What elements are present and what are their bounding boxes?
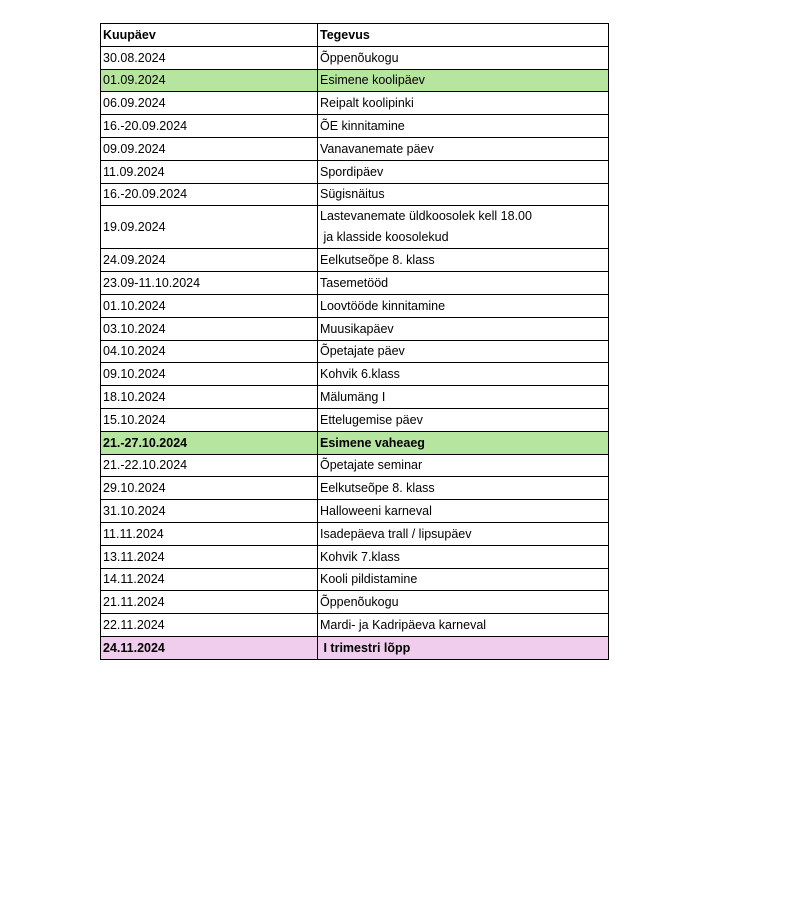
activity-cell[interactable]: Ettelugemise päev [318,408,609,431]
date-cell[interactable]: 01.10.2024 [101,294,318,317]
activity-cell[interactable]: Kohvik 7.klass [318,545,609,568]
table-row [101,522,609,545]
activity-cell[interactable]: Reipalt koolipinki [318,92,609,115]
activity-cell[interactable]: Mälumäng I [318,386,609,409]
table-row [101,69,609,92]
table-row [101,92,609,115]
date-cell[interactable]: 13.11.2024 [101,545,318,568]
activity-cell[interactable]: Loovtööde kinnitamine [318,294,609,317]
date-cell[interactable]: 04.10.2024 [101,340,318,363]
activity-line: Lastevanemate üldkoosolek kell 18.00 [320,209,532,224]
activity-cell[interactable]: Kohvik 6.klass [318,363,609,386]
date-cell[interactable]: 18.10.2024 [101,386,318,409]
table-row [101,317,609,340]
activity-cell[interactable]: Halloweeni karneval [318,500,609,523]
date-cell[interactable]: 24.09.2024 [101,249,318,272]
activity-line: ja klasside koosolekud [320,230,449,245]
date-cell[interactable]: 09.10.2024 [101,363,318,386]
header-row [101,24,609,47]
table-row [101,454,609,477]
table-row [101,272,609,295]
table-row [101,183,609,206]
activity-cell[interactable]: Tasemetööd [318,272,609,295]
activity-cell[interactable]: Õppenõukogu [318,591,609,614]
table-row [101,568,609,591]
table-row [101,160,609,183]
header-date[interactable]: Kuupäev [101,24,318,47]
date-cell[interactable]: 24.11.2024 [101,636,318,659]
date-cell[interactable]: 15.10.2024 [101,408,318,431]
activity-cell[interactable]: Eelkutseõpe 8. klass [318,477,609,500]
table-row [101,137,609,160]
activity-cell[interactable]: Mardi- ja Kadripäeva karneval [318,614,609,637]
table-row [101,363,609,386]
table-row [101,294,609,317]
activity-cell[interactable]: Esimene koolipäev [318,69,609,92]
table-row [101,115,609,138]
date-cell[interactable]: 29.10.2024 [101,477,318,500]
activity-cell[interactable]: Õppenõukogu [318,46,609,69]
table-row [101,408,609,431]
activity-cell[interactable]: Eelkutseõpe 8. klass [318,249,609,272]
table-row [101,431,609,454]
table-row [101,386,609,409]
date-cell[interactable]: 14.11.2024 [101,568,318,591]
date-cell[interactable]: 31.10.2024 [101,500,318,523]
table-row [101,545,609,568]
activity-cell[interactable]: I trimestri lõpp [318,636,609,659]
date-cell[interactable]: 09.09.2024 [101,137,318,160]
date-cell[interactable]: 11.09.2024 [101,160,318,183]
schedule-table [100,23,609,660]
date-cell[interactable]: 21.-27.10.2024 [101,431,318,454]
date-cell[interactable]: 11.11.2024 [101,522,318,545]
table-row [101,614,609,637]
activity-cell[interactable]: Õpetajate päev [318,340,609,363]
date-cell[interactable]: 03.10.2024 [101,317,318,340]
date-cell[interactable]: 16.-20.09.2024 [101,115,318,138]
date-cell[interactable]: 01.09.2024 [101,69,318,92]
table-row [101,340,609,363]
table-row [101,249,609,272]
activity-cell[interactable]: Muusikapäev [318,317,609,340]
activity-cell[interactable]: Kooli pildistamine [318,568,609,591]
schedule-table-body [101,24,609,660]
table-row [101,46,609,69]
date-cell[interactable]: 23.09-11.10.2024 [101,272,318,295]
date-cell[interactable]: 21.-22.10.2024 [101,454,318,477]
activity-cell[interactable]: Vanavanemate päev [318,137,609,160]
header-activity[interactable]: Tegevus [318,24,609,47]
activity-cell[interactable]: Õpetajate seminar [318,454,609,477]
activity-cell[interactable] [318,206,609,249]
table-row [101,500,609,523]
date-cell[interactable]: 30.08.2024 [101,46,318,69]
activity-cell[interactable]: ÕE kinnitamine [318,115,609,138]
table-row [101,591,609,614]
table-row [101,477,609,500]
date-cell[interactable]: 19.09.2024 [101,206,318,249]
activity-cell[interactable]: Esimene vaheaeg [318,431,609,454]
activity-cell[interactable]: Sügisnäitus [318,183,609,206]
date-cell[interactable]: 22.11.2024 [101,614,318,637]
activity-cell[interactable]: Spordipäev [318,160,609,183]
activity-cell[interactable]: Isadepäeva trall / lipsupäev [318,522,609,545]
date-cell[interactable]: 21.11.2024 [101,591,318,614]
table-row [101,206,609,249]
date-cell[interactable]: 06.09.2024 [101,92,318,115]
date-cell[interactable]: 16.-20.09.2024 [101,183,318,206]
table-row [101,636,609,659]
